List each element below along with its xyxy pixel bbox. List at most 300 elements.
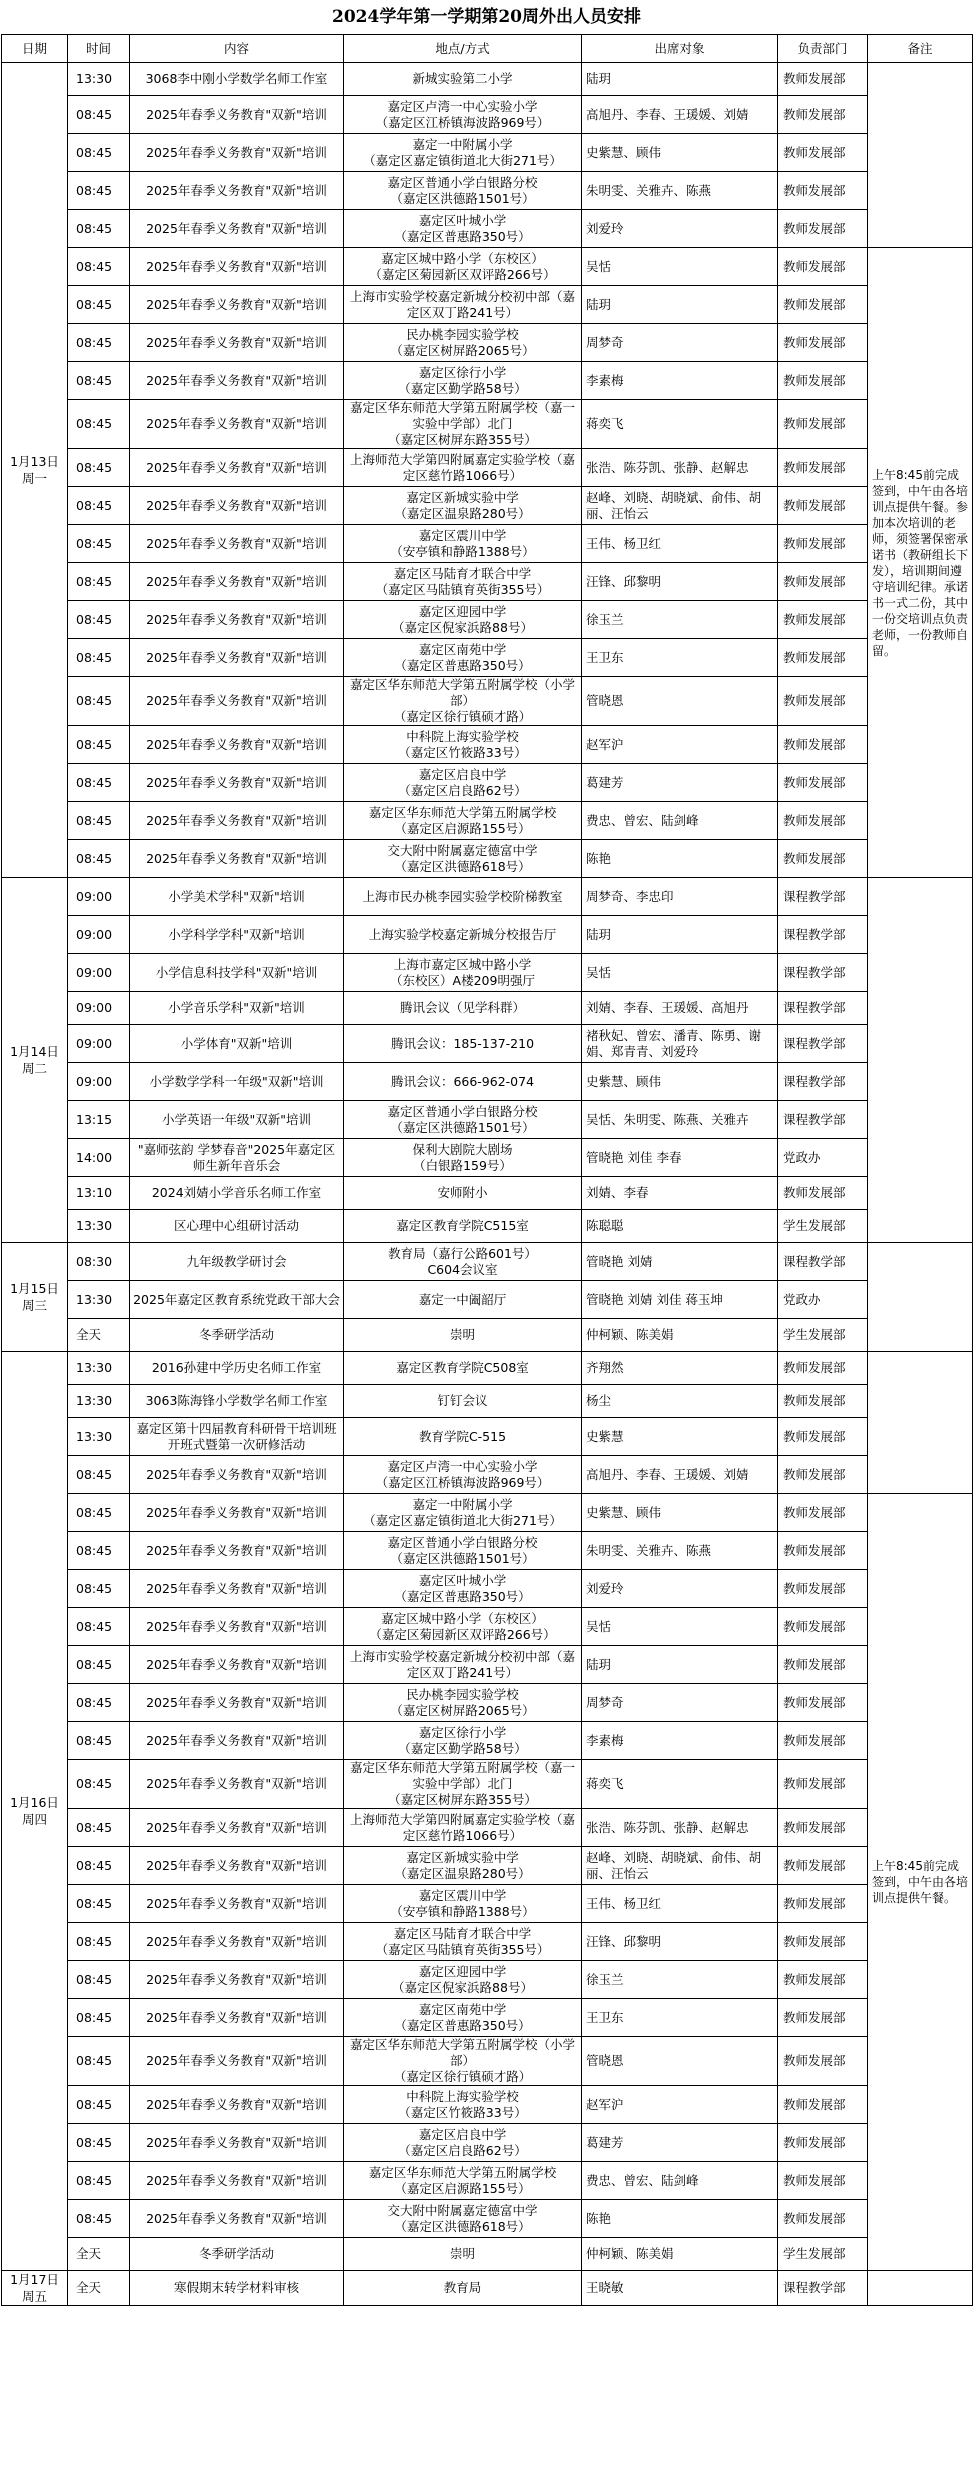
department-cell: 教师发展部 <box>778 172 868 210</box>
place-cell: 嘉定区迎园中学 （嘉定区倪家浜路88号） <box>344 601 582 639</box>
place-cell: 嘉定区马陆育才联合中学 （嘉定区马陆镇育英街355号） <box>344 563 582 601</box>
table-row <box>2 1385 973 1418</box>
department-cell: 教师发展部 <box>778 1608 868 1646</box>
attendees-cell: 刘爱玲 <box>582 1570 778 1608</box>
place-cell: 嘉定一中阖韶厅 <box>344 1281 582 1319</box>
department-cell: 课程教学部 <box>778 1025 868 1063</box>
attendees-cell: 周梦奇、李忠印 <box>582 878 778 916</box>
time-cell: 13:30 <box>68 63 130 96</box>
table-row <box>2 1418 973 1456</box>
table-body <box>2 63 973 2306</box>
table-row <box>2 1319 973 1352</box>
attendees-cell: 赵军沪 <box>582 2086 778 2124</box>
table-row <box>2 1923 973 1961</box>
time-cell: 08:45 <box>68 2037 130 2086</box>
place-cell: 崇明 <box>344 2238 582 2271</box>
time-cell: 08:30 <box>68 1243 130 1281</box>
header-time: 时间 <box>68 35 130 63</box>
attendees-cell: 周梦奇 <box>582 1684 778 1722</box>
remarks-cell <box>868 63 973 248</box>
place-cell: 上海市嘉定区城中路小学 （东校区）A楼209明强厅 <box>344 954 582 992</box>
table-row <box>2 1809 973 1847</box>
table-row <box>2 1139 973 1177</box>
department-cell: 教师发展部 <box>778 1177 868 1210</box>
time-cell: 08:45 <box>68 96 130 134</box>
place-cell: 嘉定区新城实验中学 （嘉定区温泉路280号） <box>344 487 582 525</box>
place-cell: 安师附小 <box>344 1177 582 1210</box>
department-cell: 教师发展部 <box>778 726 868 764</box>
attendees-cell: 陈聪聪 <box>582 1210 778 1243</box>
time-cell: 09:00 <box>68 1063 130 1101</box>
content-cell: 2025年春季义务教育"双新"培训 <box>130 400 344 449</box>
department-cell: 教师发展部 <box>778 487 868 525</box>
department-cell: 教师发展部 <box>778 248 868 286</box>
content-cell: 2025年春季义务教育"双新"培训 <box>130 802 344 840</box>
place-cell: 嘉定一中附属小学 （嘉定区嘉定镇街道北大街271号） <box>344 134 582 172</box>
department-cell: 教师发展部 <box>778 639 868 677</box>
attendees-cell: 史紫慧、顾伟 <box>582 1494 778 1532</box>
table-row <box>2 96 973 134</box>
time-cell: 08:45 <box>68 1722 130 1760</box>
attendees-cell: 李素梅 <box>582 362 778 400</box>
table-row <box>2 992 973 1025</box>
department-cell: 教师发展部 <box>778 1999 868 2037</box>
time-cell: 14:00 <box>68 1139 130 1177</box>
content-cell: 2025年春季义务教育"双新"培训 <box>130 1722 344 1760</box>
time-cell: 09:00 <box>68 916 130 954</box>
time-cell: 08:45 <box>68 1760 130 1809</box>
time-cell: 13:10 <box>68 1177 130 1210</box>
attendees-cell: 陆玥 <box>582 1646 778 1684</box>
department-cell: 课程教学部 <box>778 878 868 916</box>
place-cell: 嘉定区新城实验中学 （嘉定区温泉路280号） <box>344 1847 582 1885</box>
content-cell: 嘉定区第十四届教育科研骨干培训班开班式暨第一次研修活动 <box>130 1418 344 1456</box>
time-cell: 全天 <box>68 2271 130 2306</box>
place-cell: 上海市实验学校嘉定新城分校初中部（嘉定区双丁路241号） <box>344 1646 582 1684</box>
table-row <box>2 1847 973 1885</box>
time-cell: 08:45 <box>68 1684 130 1722</box>
attendees-cell: 汪锋、邱黎明 <box>582 1923 778 1961</box>
content-cell: 小学科学学科"双新"培训 <box>130 916 344 954</box>
place-cell: 嘉定区启良中学 （嘉定区启良路62号） <box>344 764 582 802</box>
place-cell: 民办桃李园实验学校 （嘉定区树屏路2065号） <box>344 324 582 362</box>
place-cell: 嘉定区震川中学 （安亭镇和静路1388号） <box>344 525 582 563</box>
department-cell: 教师发展部 <box>778 563 868 601</box>
content-cell: 小学数学学科一年级"双新"培训 <box>130 1063 344 1101</box>
table-row <box>2 1885 973 1923</box>
remarks-cell <box>868 878 973 1243</box>
department-cell: 教师发展部 <box>778 601 868 639</box>
department-cell: 教师发展部 <box>778 1722 868 1760</box>
time-cell: 13:30 <box>68 1281 130 1319</box>
time-cell: 13:30 <box>68 1210 130 1243</box>
content-cell: 2025年春季义务教育"双新"培训 <box>130 1608 344 1646</box>
attendees-cell: 徐玉兰 <box>582 601 778 639</box>
place-cell: 嘉定区马陆育才联合中学 （嘉定区马陆镇育英街355号） <box>344 1923 582 1961</box>
place-cell: 嘉定区叶城小学 （嘉定区普惠路350号） <box>344 210 582 248</box>
attendees-cell: 陆玥 <box>582 63 778 96</box>
department-cell: 教师发展部 <box>778 1684 868 1722</box>
attendees-cell: 费忠、曾宏、陆剑峰 <box>582 802 778 840</box>
time-cell: 08:45 <box>68 1646 130 1684</box>
time-cell: 08:45 <box>68 639 130 677</box>
table-row <box>2 764 973 802</box>
place-cell: 嘉定区华东师范大学第五附属学校（嘉一实验中学部）北门 （嘉定区树屏东路355号） <box>344 1760 582 1809</box>
time-cell: 08:45 <box>68 286 130 324</box>
table-row <box>2 601 973 639</box>
time-cell: 08:45 <box>68 1608 130 1646</box>
time-cell: 08:45 <box>68 2200 130 2238</box>
place-cell: 中科院上海实验学校 （嘉定区竹筱路33号） <box>344 726 582 764</box>
attendees-cell: 葛建芳 <box>582 764 778 802</box>
remarks-cell <box>868 1352 973 1494</box>
place-cell: 嘉定区叶城小学 （嘉定区普惠路350号） <box>344 1570 582 1608</box>
place-cell: 民办桃李园实验学校 （嘉定区树屏路2065号） <box>344 1684 582 1722</box>
place-cell: 嘉定区华东师范大学第五附属学校 （嘉定区启源路155号） <box>344 2162 582 2200</box>
department-cell: 教师发展部 <box>778 764 868 802</box>
department-cell: 教师发展部 <box>778 2086 868 2124</box>
content-cell: 区心理中心组研讨活动 <box>130 1210 344 1243</box>
table-row <box>2 134 973 172</box>
place-cell: 新城实验第二小学 <box>344 63 582 96</box>
place-cell: 上海实验学校嘉定新城分校报告厅 <box>344 916 582 954</box>
place-cell: 上海师范大学第四附属嘉定实验学校（嘉定区慈竹路1066号） <box>344 449 582 487</box>
content-cell: 2025年春季义务教育"双新"培训 <box>130 563 344 601</box>
department-cell: 教师发展部 <box>778 525 868 563</box>
table-row <box>2 1999 973 2037</box>
schedule-table <box>1 34 973 2306</box>
table-row <box>2 1646 973 1684</box>
place-cell: 嘉定区普通小学白银路分校 （嘉定区洪德路1501号） <box>344 1101 582 1139</box>
attendees-cell: 王卫东 <box>582 1999 778 2037</box>
content-cell: 2025年春季义务教育"双新"培训 <box>130 639 344 677</box>
department-cell: 教师发展部 <box>778 840 868 878</box>
attendees-cell: 王卫东 <box>582 639 778 677</box>
table-row <box>2 324 973 362</box>
content-cell: 2025年春季义务教育"双新"培训 <box>130 362 344 400</box>
department-cell: 教师发展部 <box>778 1494 868 1532</box>
table-header-row <box>2 35 973 63</box>
department-cell: 课程教学部 <box>778 1243 868 1281</box>
attendees-cell: 吴恬 <box>582 248 778 286</box>
content-cell: 2025年春季义务教育"双新"培训 <box>130 2124 344 2162</box>
table-row <box>2 210 973 248</box>
table-row <box>2 1532 973 1570</box>
place-cell: 嘉定区华东师范大学第五附属学校 （嘉定区启源路155号） <box>344 802 582 840</box>
attendees-cell: 管晓艳 刘佳 李春 <box>582 1139 778 1177</box>
table-row <box>2 400 973 449</box>
table-row <box>2 2238 973 2271</box>
header-attendees: 出席对象 <box>582 35 778 63</box>
place-cell: 嘉定区卢湾一中心实验小学 （嘉定区江桥镇海波路969号） <box>344 96 582 134</box>
table-row <box>2 1177 973 1210</box>
table-row <box>2 1961 973 1999</box>
time-cell: 08:45 <box>68 726 130 764</box>
department-cell: 学生发展部 <box>778 2238 868 2271</box>
place-cell: 教育局（嘉行公路601号） C604会议室 <box>344 1243 582 1281</box>
header-remarks: 备注 <box>868 35 973 63</box>
place-cell: 嘉定区徐行小学 （嘉定区勤学路58号） <box>344 362 582 400</box>
department-cell: 教师发展部 <box>778 1570 868 1608</box>
place-cell: 嘉定区南苑中学 （嘉定区普惠路350号） <box>344 1999 582 2037</box>
attendees-cell: 褚秋妃、曾宏、潘青、陈勇、谢娟、郑青青、刘爱玲 <box>582 1025 778 1063</box>
table-row <box>2 1101 973 1139</box>
place-cell: 交大附中附属嘉定德富中学 （嘉定区洪德路618号） <box>344 840 582 878</box>
attendees-cell: 赵峰、刘晓、胡晓斌、俞伟、胡丽、汪怡云 <box>582 1847 778 1885</box>
table-row <box>2 286 973 324</box>
place-cell: 腾讯会议（见学科群） <box>344 992 582 1025</box>
time-cell: 08:45 <box>68 601 130 639</box>
table-row <box>2 1684 973 1722</box>
attendees-cell: 张浩、陈芬凯、张静、赵解忠 <box>582 449 778 487</box>
attendees-cell: 仲柯颖、陈美娟 <box>582 2238 778 2271</box>
place-cell: 嘉定区城中路小学（东校区） （嘉定区菊园新区双评路266号） <box>344 1608 582 1646</box>
attendees-cell: 高旭丹、李春、王瑗媛、刘婧 <box>582 1456 778 1494</box>
department-cell: 党政办 <box>778 1281 868 1319</box>
department-cell: 教师发展部 <box>778 1961 868 1999</box>
table-row <box>2 677 973 726</box>
attendees-cell: 汪锋、邱黎明 <box>582 563 778 601</box>
attendees-cell: 齐翔然 <box>582 1352 778 1385</box>
attendees-cell: 刘婧、李春、王瑗媛、高旭丹 <box>582 992 778 1025</box>
attendees-cell: 葛建芳 <box>582 2124 778 2162</box>
place-cell: 嘉定区普通小学白银路分校 （嘉定区洪德路1501号） <box>344 172 582 210</box>
table-row <box>2 1243 973 1281</box>
department-cell: 教师发展部 <box>778 2037 868 2086</box>
content-cell: 2025年春季义务教育"双新"培训 <box>130 2162 344 2200</box>
place-cell: 嘉定区启良中学 （嘉定区启良路62号） <box>344 2124 582 2162</box>
content-cell: 2025年春季义务教育"双新"培训 <box>130 1923 344 1961</box>
attendees-cell: 王晓敏 <box>582 2271 778 2306</box>
time-cell: 08:45 <box>68 248 130 286</box>
table-row <box>2 1760 973 1809</box>
content-cell: 3068李中刚小学数学名师工作室 <box>130 63 344 96</box>
department-cell: 教师发展部 <box>778 1418 868 1456</box>
content-cell: 小学英语一年级"双新"培训 <box>130 1101 344 1139</box>
content-cell: 2025年春季义务教育"双新"培训 <box>130 2037 344 2086</box>
attendees-cell: 陆玥 <box>582 286 778 324</box>
content-cell: "嘉师弦韵 学梦春音"2025年嘉定区师生新年音乐会 <box>130 1139 344 1177</box>
attendees-cell: 管晓艳 刘婧 刘佳 蒋玉坤 <box>582 1281 778 1319</box>
content-cell: 2025年春季义务教育"双新"培训 <box>130 2200 344 2238</box>
time-cell: 08:45 <box>68 802 130 840</box>
table-row <box>2 1025 973 1063</box>
place-cell: 嘉定区卢湾一中心实验小学 （嘉定区江桥镇海波路969号） <box>344 1456 582 1494</box>
department-cell: 教师发展部 <box>778 96 868 134</box>
department-cell: 教师发展部 <box>778 286 868 324</box>
time-cell: 08:45 <box>68 1532 130 1570</box>
time-cell: 08:45 <box>68 2124 130 2162</box>
time-cell: 08:45 <box>68 400 130 449</box>
table-row <box>2 1352 973 1385</box>
content-cell: 2025年春季义务教育"双新"培训 <box>130 1570 344 1608</box>
table-row <box>2 63 973 96</box>
time-cell: 08:45 <box>68 1456 130 1494</box>
table-row <box>2 1210 973 1243</box>
place-cell: 腾讯会议：666-962-074 <box>344 1063 582 1101</box>
department-cell: 教师发展部 <box>778 134 868 172</box>
time-cell: 08:45 <box>68 1494 130 1532</box>
place-cell: 上海师范大学第四附属嘉定实验学校（嘉定区慈竹路1066号） <box>344 1809 582 1847</box>
place-cell: 嘉定区华东师范大学第五附属学校（嘉一实验中学部）北门 （嘉定区树屏东路355号） <box>344 400 582 449</box>
table-row <box>2 2037 973 2086</box>
attendees-cell: 蒋奕飞 <box>582 1760 778 1809</box>
department-cell: 教师发展部 <box>778 2162 868 2200</box>
content-cell: 2025年春季义务教育"双新"培训 <box>130 1999 344 2037</box>
time-cell: 全天 <box>68 1319 130 1352</box>
attendees-cell: 陆玥 <box>582 916 778 954</box>
content-cell: 2025年春季义务教育"双新"培训 <box>130 1961 344 1999</box>
table-row <box>2 639 973 677</box>
content-cell: 冬季研学活动 <box>130 2238 344 2271</box>
attendees-cell: 杨尘 <box>582 1385 778 1418</box>
remarks-cell <box>868 2271 973 2306</box>
department-cell: 教师发展部 <box>778 210 868 248</box>
date-cell: 1月13日 周一 <box>2 63 68 878</box>
content-cell: 2025年春季义务教育"双新"培训 <box>130 210 344 248</box>
place-cell: 嘉定区震川中学 （安亭镇和静路1388号） <box>344 1885 582 1923</box>
content-cell: 2025年春季义务教育"双新"培训 <box>130 286 344 324</box>
content-cell: 小学音乐学科"双新"培训 <box>130 992 344 1025</box>
table-row <box>2 449 973 487</box>
department-cell: 教师发展部 <box>778 1532 868 1570</box>
time-cell: 09:00 <box>68 878 130 916</box>
time-cell: 08:45 <box>68 764 130 802</box>
department-cell: 学生发展部 <box>778 1210 868 1243</box>
time-cell: 09:00 <box>68 1025 130 1063</box>
time-cell: 13:30 <box>68 1352 130 1385</box>
department-cell: 教师发展部 <box>778 400 868 449</box>
content-cell: 2025年春季义务教育"双新"培训 <box>130 1646 344 1684</box>
time-cell: 08:45 <box>68 1923 130 1961</box>
content-cell: 2025年春季义务教育"双新"培训 <box>130 840 344 878</box>
time-cell: 08:45 <box>68 1961 130 1999</box>
time-cell: 08:45 <box>68 525 130 563</box>
place-cell: 嘉定区普通小学白银路分校 （嘉定区洪德路1501号） <box>344 1532 582 1570</box>
time-cell: 08:45 <box>68 449 130 487</box>
department-cell: 课程教学部 <box>778 2271 868 2306</box>
department-cell: 教师发展部 <box>778 677 868 726</box>
attendees-cell: 吴恬 <box>582 1608 778 1646</box>
content-cell: 2025年春季义务教育"双新"培训 <box>130 96 344 134</box>
header-department: 负责部门 <box>778 35 868 63</box>
place-cell: 保利大剧院大剧场 （白银路159号） <box>344 1139 582 1177</box>
place-cell: 教育学院C-515 <box>344 1418 582 1456</box>
time-cell: 08:45 <box>68 1570 130 1608</box>
content-cell: 2025年春季义务教育"双新"培训 <box>130 677 344 726</box>
attendees-cell: 李素梅 <box>582 1722 778 1760</box>
time-cell: 08:45 <box>68 210 130 248</box>
place-cell: 嘉定区华东师范大学第五附属学校（小学部） （嘉定区徐行镇硕才路） <box>344 2037 582 2086</box>
time-cell: 08:45 <box>68 563 130 601</box>
place-cell: 上海市实验学校嘉定新城分校初中部（嘉定区双丁路241号） <box>344 286 582 324</box>
table-row <box>2 1494 973 1532</box>
place-cell: 嘉定一中附属小学 （嘉定区嘉定镇街道北大街271号） <box>344 1494 582 1532</box>
department-cell: 教师发展部 <box>778 2200 868 2238</box>
attendees-cell: 陈艳 <box>582 840 778 878</box>
time-cell: 09:00 <box>68 992 130 1025</box>
department-cell: 教师发展部 <box>778 1646 868 1684</box>
time-cell: 09:00 <box>68 954 130 992</box>
time-cell: 08:45 <box>68 2086 130 2124</box>
place-cell: 嘉定区迎园中学 （嘉定区倪家浜路88号） <box>344 1961 582 1999</box>
department-cell: 教师发展部 <box>778 1456 868 1494</box>
attendees-cell: 张浩、陈芬凯、张静、赵解忠 <box>582 1809 778 1847</box>
place-cell: 上海市民办桃李园实验学校阶梯教室 <box>344 878 582 916</box>
content-cell: 2025年春季义务教育"双新"培训 <box>130 2086 344 2124</box>
content-cell: 2024刘婧小学音乐名师工作室 <box>130 1177 344 1210</box>
remarks-cell <box>868 1243 973 1352</box>
content-cell: 2025年春季义务教育"双新"培训 <box>130 764 344 802</box>
place-cell: 嘉定区教育学院C508室 <box>344 1352 582 1385</box>
content-cell: 2025年春季义务教育"双新"培训 <box>130 1760 344 1809</box>
page-title: 2024学年第一学期第20周外出人员安排 <box>332 7 641 27</box>
table-row <box>2 840 973 878</box>
department-cell: 教师发展部 <box>778 1923 868 1961</box>
time-cell: 08:45 <box>68 1809 130 1847</box>
content-cell: 2025年春季义务教育"双新"培训 <box>130 172 344 210</box>
attendees-cell: 赵峰、刘晓、胡晓斌、俞伟、胡丽、汪怡云 <box>582 487 778 525</box>
attendees-cell: 朱明雯、关雅卉、陈燕 <box>582 1532 778 1570</box>
department-cell: 教师发展部 <box>778 63 868 96</box>
table-row <box>2 726 973 764</box>
table-row <box>2 563 973 601</box>
table-row <box>2 878 973 916</box>
content-cell: 2025年春季义务教育"双新"培训 <box>130 525 344 563</box>
attendees-cell: 徐玉兰 <box>582 1961 778 1999</box>
attendees-cell: 王伟、杨卫红 <box>582 1885 778 1923</box>
department-cell: 课程教学部 <box>778 1101 868 1139</box>
place-cell: 钉钉会议 <box>344 1385 582 1418</box>
time-cell: 08:45 <box>68 1999 130 2037</box>
content-cell: 2025年春季义务教育"双新"培训 <box>130 1847 344 1885</box>
place-cell: 崇明 <box>344 1319 582 1352</box>
content-cell: 2016孙建中学历史名师工作室 <box>130 1352 344 1385</box>
time-cell: 08:45 <box>68 2162 130 2200</box>
content-cell: 2025年春季义务教育"双新"培训 <box>130 449 344 487</box>
attendees-cell: 朱明雯、关雅卉、陈燕 <box>582 172 778 210</box>
time-cell: 13:30 <box>68 1418 130 1456</box>
content-cell: 九年级教学研讨会 <box>130 1243 344 1281</box>
department-cell: 教师发展部 <box>778 1385 868 1418</box>
department-cell: 课程教学部 <box>778 954 868 992</box>
department-cell: 党政办 <box>778 1139 868 1177</box>
content-cell: 2025年春季义务教育"双新"培训 <box>130 1494 344 1532</box>
place-cell: 嘉定区华东师范大学第五附属学校（小学部） （嘉定区徐行镇硕才路） <box>344 677 582 726</box>
date-cell: 1月14日 周二 <box>2 878 68 1243</box>
attendees-cell: 管晓恩 <box>582 2037 778 2086</box>
time-cell: 08:45 <box>68 1885 130 1923</box>
content-cell: 冬季研学活动 <box>130 1319 344 1352</box>
table-row <box>2 2162 973 2200</box>
table-row <box>2 954 973 992</box>
content-cell: 寒假期末转学材料审核 <box>130 2271 344 2306</box>
attendees-cell: 史紫慧 <box>582 1418 778 1456</box>
time-cell: 13:15 <box>68 1101 130 1139</box>
content-cell: 2025年春季义务教育"双新"培训 <box>130 601 344 639</box>
content-cell: 2025年春季义务教育"双新"培训 <box>130 1809 344 1847</box>
content-cell: 2025年春季义务教育"双新"培训 <box>130 134 344 172</box>
content-cell: 2025年春季义务教育"双新"培训 <box>130 248 344 286</box>
time-cell: 全天 <box>68 2238 130 2271</box>
content-cell: 2025年春季义务教育"双新"培训 <box>130 1532 344 1570</box>
department-cell: 教师发展部 <box>778 802 868 840</box>
date-cell: 1月17日 周五 <box>2 2271 68 2306</box>
content-cell: 2025年春季义务教育"双新"培训 <box>130 1684 344 1722</box>
content-cell: 小学美术学科"双新"培训 <box>130 878 344 916</box>
attendees-cell: 刘婧、李春 <box>582 1177 778 1210</box>
table-row <box>2 362 973 400</box>
